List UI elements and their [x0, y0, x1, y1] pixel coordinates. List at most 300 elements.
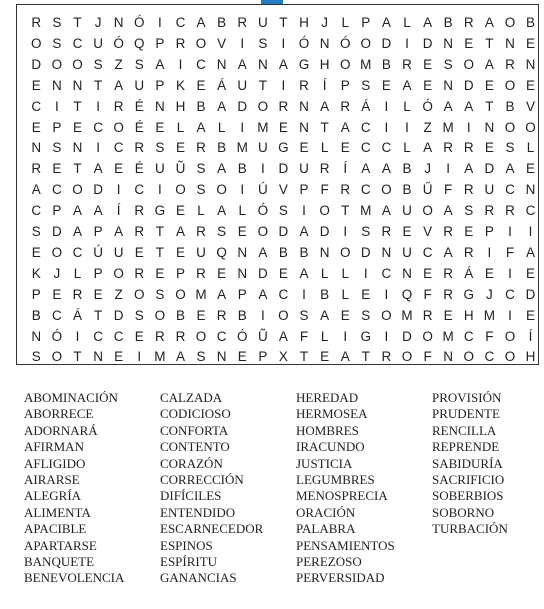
grid-letter[interactable]: E [464, 224, 474, 239]
grid-letter[interactable]: D [113, 307, 124, 323]
grid-letter[interactable]: E [423, 265, 433, 281]
grid-letter[interactable]: I [363, 265, 368, 281]
grid-letter[interactable]: P [237, 286, 247, 302]
grid-letter[interactable]: N [402, 265, 412, 281]
grid-letter[interactable]: P [484, 224, 494, 239]
grid-letter[interactable]: D [360, 244, 371, 260]
grid-letter[interactable]: F [423, 349, 432, 365]
grid-letter[interactable]: M [154, 349, 166, 365]
grid-letter[interactable]: A [237, 56, 247, 72]
grid-letter[interactable]: R [340, 182, 351, 198]
grid-letter[interactable]: R [505, 56, 515, 72]
grid-letter[interactable]: O [504, 15, 516, 30]
grid-letter[interactable]: N [72, 77, 83, 93]
grid-letter[interactable]: A [217, 98, 227, 114]
grid-letter[interactable]: E [155, 265, 165, 281]
grid-letter[interactable]: B [217, 140, 227, 156]
grid-letter[interactable]: R [299, 77, 309, 93]
grid-letter[interactable]: Ó [134, 15, 145, 30]
grid-letter[interactable]: E [175, 244, 185, 260]
grid-letter[interactable]: O [422, 328, 433, 344]
grid-letter[interactable]: H [319, 56, 330, 72]
grid-letter[interactable]: S [134, 307, 144, 323]
grid-letter[interactable]: R [463, 140, 474, 156]
grid-letter[interactable]: O [525, 119, 536, 135]
grid-letter[interactable]: Ũ [175, 161, 186, 177]
grid-letter[interactable]: Z [114, 286, 123, 302]
grid-letter[interactable]: D [463, 77, 474, 93]
grid-letter[interactable]: B [217, 15, 227, 30]
grid-letter[interactable]: E [93, 286, 103, 302]
grid-letter[interactable]: E [340, 140, 350, 156]
grid-letter[interactable]: E [340, 307, 350, 323]
grid-letter[interactable]: H [463, 307, 474, 323]
grid-letter[interactable]: O [339, 56, 351, 72]
grid-letter[interactable]: P [258, 349, 268, 365]
grid-letter[interactable]: J [485, 286, 493, 302]
grid-letter[interactable]: R [134, 203, 145, 219]
grid-letter[interactable]: N [319, 35, 330, 51]
grid-letter[interactable]: E [114, 161, 124, 177]
grid-letter[interactable]: L [526, 140, 535, 156]
grid-letter[interactable]: C [72, 244, 83, 260]
grid-letter[interactable]: F [505, 244, 515, 260]
grid-letter[interactable]: N [505, 35, 515, 51]
grid-letter[interactable]: D [422, 35, 433, 51]
grid-letter[interactable]: N [113, 15, 124, 30]
grid-letter[interactable]: A [526, 244, 536, 260]
grid-letter[interactable]: Ó [422, 98, 433, 114]
grid-letter[interactable]: S [93, 56, 103, 72]
grid-letter[interactable]: A [381, 15, 391, 30]
grid-letter[interactable]: U [93, 35, 103, 51]
grid-letter[interactable]: S [196, 161, 206, 177]
grid-letter[interactable]: B [526, 15, 536, 30]
grid-letter[interactable]: R [381, 224, 392, 239]
grid-letter[interactable]: B [299, 244, 309, 260]
grid-letter[interactable]: C [31, 203, 42, 219]
grid-letter[interactable]: O [51, 56, 63, 72]
grid-letter[interactable]: U [113, 244, 124, 260]
grid-letter[interactable]: E [134, 328, 144, 344]
grid-letter[interactable]: S [155, 286, 165, 302]
grid-letter[interactable]: N [381, 244, 392, 260]
grid-letter[interactable]: E [484, 140, 494, 156]
grid-letter[interactable]: M [442, 119, 454, 135]
grid-letter[interactable]: R [505, 203, 515, 219]
grid-letter[interactable]: I [157, 15, 162, 30]
grid-letter[interactable]: E [526, 161, 536, 177]
grid-letter[interactable]: A [72, 203, 82, 219]
grid-letter[interactable]: A [114, 77, 124, 93]
grid-letter[interactable]: R [237, 15, 248, 30]
grid-letter[interactable]: R [463, 15, 474, 30]
grid-letter[interactable]: I [281, 35, 286, 51]
grid-letter[interactable]: O [113, 119, 124, 135]
grid-letter[interactable]: Í [116, 203, 121, 219]
grid-letter[interactable]: T [485, 35, 494, 51]
grid-letter[interactable]: A [484, 15, 494, 30]
grid-letter[interactable]: T [155, 224, 164, 239]
grid-letter[interactable]: A [175, 224, 185, 239]
grid-letter[interactable]: I [116, 182, 121, 198]
grid-letter[interactable]: P [175, 265, 185, 281]
grid-letter[interactable]: T [73, 349, 82, 365]
grid-letter[interactable]: R [134, 265, 145, 281]
grid-letter[interactable]: E [134, 244, 144, 260]
grid-letter[interactable]: C [31, 98, 42, 114]
grid-letter[interactable]: A [114, 224, 124, 239]
grid-letter[interactable]: E [175, 203, 185, 219]
grid-letter[interactable]: M [401, 307, 413, 323]
grid-letter[interactable]: J [94, 15, 102, 30]
grid-letter[interactable]: T [93, 307, 103, 323]
grid-letter[interactable]: S [196, 182, 206, 198]
grid-letter[interactable]: A [196, 119, 206, 135]
grid-letter[interactable]: L [403, 98, 411, 114]
grid-letter[interactable]: E [526, 35, 536, 51]
grid-letter[interactable]: H [299, 15, 309, 30]
grid-letter[interactable]: L [217, 119, 226, 135]
grid-letter[interactable]: O [401, 349, 413, 365]
grid-letter[interactable]: G [278, 140, 289, 156]
grid-letter[interactable]: E [31, 244, 41, 260]
grid-letter[interactable]: I [384, 286, 389, 302]
grid-letter[interactable]: E [526, 77, 536, 93]
grid-letter[interactable]: S [31, 349, 41, 365]
grid-letter[interactable]: L [320, 328, 329, 344]
grid-letter[interactable]: S [443, 56, 453, 72]
grid-letter[interactable]: A [299, 224, 309, 239]
grid-letter[interactable]: Ú [257, 182, 268, 198]
grid-letter[interactable]: K [175, 77, 185, 93]
grid-letter[interactable]: C [360, 119, 371, 135]
grid-letter[interactable]: I [96, 140, 100, 156]
grid-letter[interactable]: M [483, 307, 495, 323]
grid-letter[interactable]: L [403, 140, 411, 156]
grid-letter[interactable]: S [505, 140, 515, 156]
grid-letter[interactable]: O [51, 244, 63, 260]
grid-letter[interactable]: E [155, 119, 165, 135]
grid-letter[interactable]: I [240, 182, 245, 198]
grid-letter[interactable]: A [443, 244, 453, 260]
grid-letter[interactable]: O [113, 265, 124, 281]
grid-letter[interactable]: Í [322, 77, 327, 93]
grid-letter[interactable]: O [504, 119, 516, 135]
grid-letter[interactable]: O [319, 203, 330, 219]
grid-letter[interactable]: R [216, 307, 227, 323]
grid-letter[interactable]: A [258, 286, 268, 302]
grid-letter[interactable]: Ó [113, 35, 124, 51]
grid-letter[interactable]: R [443, 140, 454, 156]
grid-letter[interactable]: C [175, 15, 186, 30]
grid-letter[interactable]: P [52, 203, 62, 219]
grid-letter[interactable]: S [258, 35, 268, 51]
grid-letter[interactable]: X [278, 349, 288, 365]
grid-letter[interactable]: V [217, 35, 227, 51]
grid-letter[interactable]: R [196, 224, 206, 239]
grid-letter[interactable]: N [237, 265, 248, 281]
grid-letter[interactable]: Ũ [257, 328, 268, 344]
grid-letter[interactable]: A [72, 224, 82, 239]
grid-letter[interactable]: E [52, 286, 62, 302]
grid-letter[interactable]: S [278, 203, 288, 219]
grid-letter[interactable]: A [320, 98, 330, 114]
grid-letter[interactable]: Á [217, 77, 227, 93]
grid-letter[interactable]: I [508, 224, 512, 239]
grid-letter[interactable]: O [463, 349, 475, 365]
grid-letter[interactable]: I [343, 224, 348, 239]
grid-letter[interactable]: A [484, 56, 494, 72]
grid-letter[interactable]: O [278, 307, 289, 323]
grid-letter[interactable]: E [299, 140, 309, 156]
grid-letter[interactable]: B [175, 307, 185, 323]
grid-letter[interactable]: R [381, 349, 392, 365]
grid-letter[interactable]: B [505, 98, 515, 114]
grid-letter[interactable]: L [341, 265, 349, 281]
grid-letter[interactable]: I [178, 56, 183, 72]
grid-letter[interactable]: S [196, 349, 206, 365]
grid-letter[interactable]: I [508, 265, 512, 281]
grid-letter[interactable]: T [341, 203, 350, 219]
grid-letter[interactable]: O [504, 77, 516, 93]
grid-letter[interactable]: R [319, 161, 330, 177]
grid-letter[interactable]: N [216, 349, 227, 365]
grid-letter[interactable]: I [240, 119, 245, 135]
grid-letter[interactable]: T [73, 98, 82, 114]
grid-letter[interactable]: F [423, 286, 432, 302]
grid-letter[interactable]: E [114, 349, 124, 365]
grid-letter[interactable]: A [258, 244, 268, 260]
grid-letter[interactable]: A [402, 77, 412, 93]
grid-letter[interactable]: Ű [422, 182, 433, 198]
grid-letter[interactable]: I [528, 224, 533, 239]
grid-letter[interactable]: V [278, 182, 288, 198]
grid-letter[interactable]: T [320, 119, 329, 135]
grid-letter[interactable]: Ó [339, 35, 351, 51]
grid-letter[interactable]: I [302, 286, 306, 302]
grid-letter[interactable]: I [96, 98, 100, 114]
grid-letter[interactable]: B [443, 15, 453, 30]
grid-letter[interactable]: I [384, 328, 389, 344]
grid-letter[interactable]: D [278, 161, 289, 177]
grid-letter[interactable]: I [302, 203, 306, 219]
grid-letter[interactable]: É [134, 161, 144, 177]
grid-letter[interactable]: J [424, 161, 431, 177]
grid-letter[interactable]: N [443, 77, 454, 93]
grid-letter[interactable]: N [31, 328, 42, 344]
grid-letter[interactable]: I [240, 35, 245, 51]
grid-letter[interactable]: R [175, 328, 186, 344]
grid-letter[interactable]: T [155, 244, 164, 260]
grid-letter[interactable]: E [31, 119, 41, 135]
grid-letter[interactable]: P [52, 119, 62, 135]
grid-letter[interactable]: A [381, 203, 391, 219]
grid-letter[interactable]: H [525, 349, 536, 365]
grid-letter[interactable]: A [340, 349, 350, 365]
grid-letter[interactable]: T [279, 15, 288, 30]
grid-letter[interactable]: R [443, 224, 454, 239]
grid-letter[interactable]: Z [423, 119, 432, 135]
grid-letter[interactable]: T [258, 77, 267, 93]
grid-letter[interactable]: F [320, 182, 329, 198]
grid-letter[interactable]: E [443, 307, 453, 323]
grid-letter[interactable]: B [381, 56, 391, 72]
grid-letter[interactable]: I [281, 77, 286, 93]
grid-letter[interactable]: G [463, 286, 475, 302]
grid-letter[interactable]: U [154, 161, 165, 177]
grid-letter[interactable]: Í [528, 328, 533, 344]
grid-letter[interactable]: R [196, 265, 206, 281]
grid-letter[interactable]: Q [401, 286, 413, 302]
grid-letter[interactable]: S [299, 307, 309, 323]
grid-letter[interactable]: M [257, 119, 269, 135]
grid-letter[interactable]: O [216, 182, 227, 198]
grid-letter[interactable]: N [525, 56, 536, 72]
grid-letter[interactable]: D [402, 328, 412, 344]
grid-letter[interactable]: E [484, 265, 494, 281]
grid-letter[interactable]: R [113, 98, 124, 114]
grid-letter[interactable]: U [257, 15, 268, 30]
grid-letter[interactable]: H [175, 98, 186, 114]
grid-letter[interactable]: T [361, 349, 370, 365]
grid-letter[interactable]: O [504, 328, 516, 344]
grid-letter[interactable]: I [260, 307, 265, 323]
grid-letter[interactable]: C [52, 182, 62, 198]
grid-letter[interactable]: F [299, 328, 309, 344]
grid-letter[interactable]: A [155, 56, 165, 72]
grid-letter[interactable]: S [361, 77, 371, 93]
grid-letter[interactable]: R [196, 140, 206, 156]
grid-letter[interactable]: R [134, 140, 145, 156]
grid-letter[interactable]: V [423, 224, 433, 239]
grid-letter[interactable]: B [196, 98, 206, 114]
grid-letter[interactable]: U [237, 77, 248, 93]
grid-letter[interactable]: Á [464, 265, 474, 281]
grid-letter[interactable]: A [443, 203, 453, 219]
grid-letter[interactable]: C [72, 35, 83, 51]
grid-letter[interactable]: E [423, 77, 433, 93]
grid-letter[interactable]: C [505, 286, 515, 302]
grid-letter[interactable]: S [52, 140, 62, 156]
grid-letter[interactable]: N [299, 98, 309, 114]
grid-letter[interactable]: O [51, 349, 63, 365]
grid-letter[interactable]: D [93, 182, 103, 198]
grid-letter[interactable]: M [442, 328, 454, 344]
grid-letter[interactable]: L [238, 203, 246, 219]
grid-letter[interactable]: E [423, 56, 433, 72]
grid-letter[interactable]: S [361, 224, 371, 239]
grid-letter[interactable]: Í [343, 161, 348, 177]
grid-letter[interactable]: S [217, 224, 227, 239]
grid-letter[interactable]: A [217, 286, 227, 302]
grid-letter[interactable]: A [217, 203, 227, 219]
grid-letter[interactable]: R [134, 224, 145, 239]
grid-letter[interactable]: S [52, 35, 62, 51]
grid-letter[interactable]: B [237, 307, 247, 323]
grid-letter[interactable]: S [31, 224, 41, 239]
grid-letter[interactable]: E [72, 119, 82, 135]
grid-letter[interactable]: L [73, 265, 82, 281]
grid-letter[interactable]: A [443, 98, 453, 114]
grid-letter[interactable]: G [360, 328, 372, 344]
grid-letter[interactable]: D [257, 265, 268, 281]
grid-letter[interactable]: G [154, 203, 166, 219]
grid-letter[interactable]: I [508, 307, 512, 323]
grid-letter[interactable]: N [154, 98, 165, 114]
grid-letter[interactable]: N [72, 140, 83, 156]
grid-letter[interactable]: S [361, 307, 371, 323]
grid-letter[interactable]: T [73, 15, 82, 30]
grid-letter[interactable]: R [463, 244, 474, 260]
grid-letter[interactable]: O [175, 286, 186, 302]
grid-letter[interactable]: O [257, 98, 269, 114]
grid-letter[interactable]: I [384, 119, 389, 135]
grid-letter[interactable]: A [464, 98, 474, 114]
grid-letter[interactable]: A [278, 328, 288, 344]
grid-letter[interactable]: C [422, 244, 433, 260]
grid-letter[interactable]: Q [134, 35, 145, 51]
grid-letter[interactable]: T [93, 77, 103, 93]
grid-letter[interactable]: N [216, 56, 227, 72]
grid-letter[interactable]: I [384, 98, 389, 114]
grid-letter[interactable]: C [93, 119, 103, 135]
grid-letter[interactable]: P [340, 77, 350, 93]
grid-letter[interactable]: F [444, 182, 453, 198]
grid-letter[interactable]: M [360, 56, 372, 72]
grid-letter[interactable]: I [487, 244, 492, 260]
grid-letter[interactable]: N [443, 35, 454, 51]
grid-letter[interactable]: A [340, 119, 350, 135]
grid-letter[interactable]: C [113, 328, 124, 344]
grid-letter[interactable]: R [402, 56, 412, 72]
grid-letter[interactable]: C [381, 140, 392, 156]
grid-letter[interactable]: C [505, 182, 515, 198]
grid-letter[interactable]: É [134, 98, 144, 114]
grid-letter[interactable]: O [31, 35, 42, 51]
grid-letter[interactable]: R [443, 265, 454, 281]
grid-letter[interactable]: C [278, 286, 289, 302]
grid-letter[interactable]: I [466, 119, 471, 135]
grid-letter[interactable]: B [31, 307, 41, 323]
grid-letter[interactable]: E [175, 140, 185, 156]
grid-letter[interactable]: A [464, 161, 474, 177]
grid-letter[interactable]: C [463, 328, 474, 344]
grid-letter[interactable]: E [484, 77, 494, 93]
grid-letter[interactable]: R [72, 286, 83, 302]
grid-letter[interactable]: E [52, 161, 62, 177]
grid-letter[interactable]: D [484, 161, 495, 177]
grid-letter[interactable]: E [31, 77, 41, 93]
grid-letter[interactable]: O [339, 244, 351, 260]
grid-letter[interactable]: S [52, 15, 62, 30]
grid-letter[interactable]: M [360, 203, 372, 219]
grid-letter[interactable]: I [75, 328, 80, 344]
grid-letter[interactable]: O [257, 224, 269, 239]
grid-letter[interactable]: O [360, 35, 372, 51]
grid-letter[interactable]: D [278, 224, 289, 239]
grid-letter[interactable]: P [31, 286, 41, 302]
grid-letter[interactable]: E [464, 35, 474, 51]
grid-letter[interactable]: I [55, 98, 59, 114]
grid-letter[interactable]: O [134, 286, 145, 302]
grid-letter[interactable]: P [299, 182, 309, 198]
grid-letter[interactable]: R [443, 286, 454, 302]
grid-letter[interactable]: D [525, 286, 536, 302]
grid-letter[interactable]: O [422, 203, 433, 219]
grid-letter[interactable]: N [237, 244, 248, 260]
grid-letter[interactable]: N [319, 244, 330, 260]
